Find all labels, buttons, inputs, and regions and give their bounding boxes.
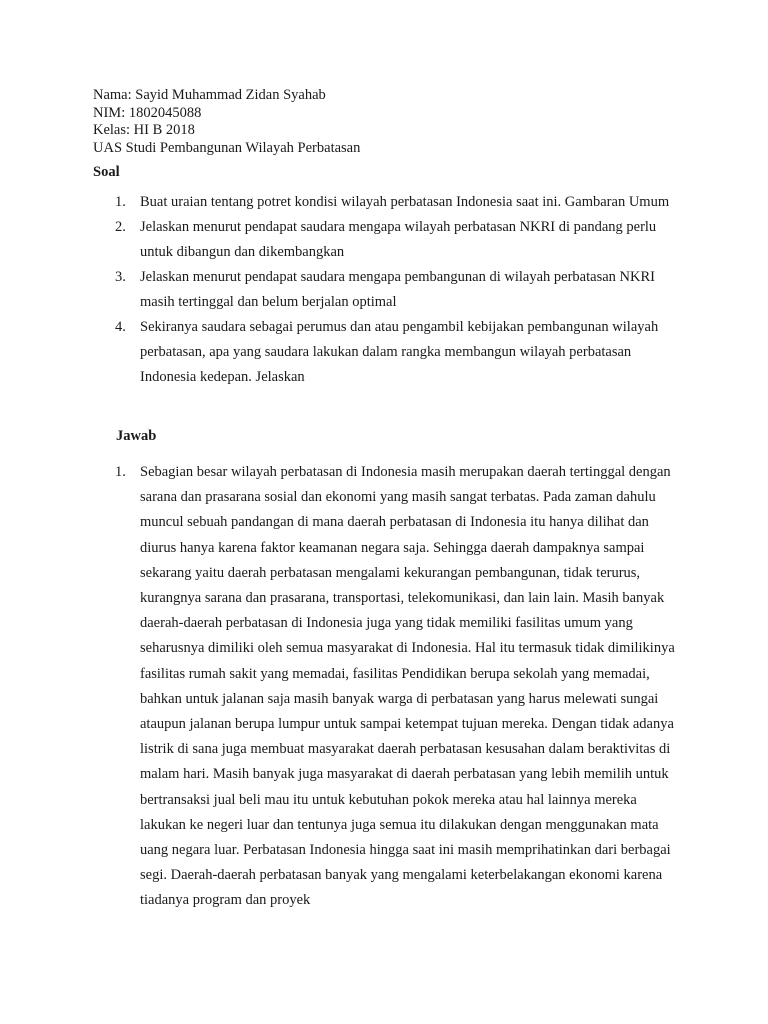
soal-item-3 — [115, 265, 675, 315]
soal-list — [115, 190, 675, 390]
exam-title: UAS Studi Pembangunan Wilayah Perbatasan — [93, 139, 361, 156]
soal-item-number: 1. — [115, 194, 126, 210]
soal-heading: Soal — [93, 164, 120, 180]
soal-item-number: 4. — [115, 319, 126, 335]
jawab-item-text: Sebagian besar wilayah perbatasan di Indonesia masih merupakan daerah tertinggal dengan sarana dan prasarana sosial dan ekonomi yang masih sangat terbatas. Pada zaman dahulu muncul sebuah pandangan di mana daerah perbatasan di Indonesia itu hanya dilihat dan diurus hanya karena faktor keamanan negara saja. Sehingga daerah dampaknya sampai sekarang yaitu daerah perbatasan mengalami kekurangan pembangunan, tidak terurus, kurangnya sarana dan prasarana, transportasi, telekomunikasi, dan lain lain. Masih banyak daerah-daerah perbatasan di Indonesia juga yang tidak memiliki fasilitas umum yang seharusnya dimiliki oleh semua masyarakat di Indonesia. Hal itu termasuk tidak dimilikinya fasilitas rumah sakit yang memadai, fasilitas Pendidikan berupa sekolah yang memadai, bahkan untuk jalanan saja masih banyak warga di perbatasan yang harus melewati sungai ataupun jalanan berupa lumpur untuk sampai ketempat tujuan mereka. Dengan tidak adanya listrik di sana juga membuat masyarakat daerah perbatasan kesusahan dalam beraktivitas di malam hari. Masih banyak juga masyarakat di daerah perbatasan yang lebih memilih untuk bertransaksi jual beli mau itu untuk kebutuhan pokok mereka atau hal lainnya mereka lakukan ke negeri luar dan tentunya juga semua itu dilakukan dengan menggunakan mata uang negara luar. Perbatasan Indonesia hingga saat ini masih memprihatinkan dari berbagai segi. Daerah-daerah perbatasan banyak yang mengalami keterbelakangan ekonomi karena tiadanya program dan proyek — [140, 464, 675, 909]
document-header — [93, 87, 360, 157]
jawab-item-number: 1. — [115, 464, 126, 480]
soal-item-4 — [115, 315, 675, 390]
jawab-list — [115, 460, 675, 914]
soal-item-text: Buat uraian tentang potret kondisi wilayah perbatasan Indonesia saat ini. Gambaran Umum — [140, 194, 670, 210]
soal-item-text: Sekiranya saudara sebagai perumus dan atau pengambil kebijakan pembangunan wilayah perbatasan, apa yang saudara lakukan dalam rangka membangun wilayah perbatasan Indonesia kedepan. Jelaskan — [140, 319, 659, 385]
student-class: Kelas: HI B 2018 — [93, 122, 195, 138]
soal-item-text: Jelaskan menurut pendapat saudara mengapa wilayah perbatasan NKRI di pandang perlu untuk dibangun dan dikembangkan — [140, 219, 657, 260]
soal-item-number: 2. — [115, 219, 126, 235]
soal-item-2 — [115, 215, 675, 265]
soal-item-text: Jelaskan menurut pendapat saudara mengapa pembangunan di wilayah perbatasan NKRI masih tertinggal dan belum berjalan optimal — [140, 269, 655, 310]
student-nim: NIM: 1802045088 — [93, 104, 202, 121]
student-name: Nama: Sayid Muhammad Zidan Syahab — [93, 87, 326, 103]
jawab-heading: Jawab — [116, 428, 157, 444]
soal-item-number: 3. — [115, 269, 126, 285]
soal-item-1 — [115, 190, 675, 215]
jawab-item-1 — [115, 460, 675, 914]
